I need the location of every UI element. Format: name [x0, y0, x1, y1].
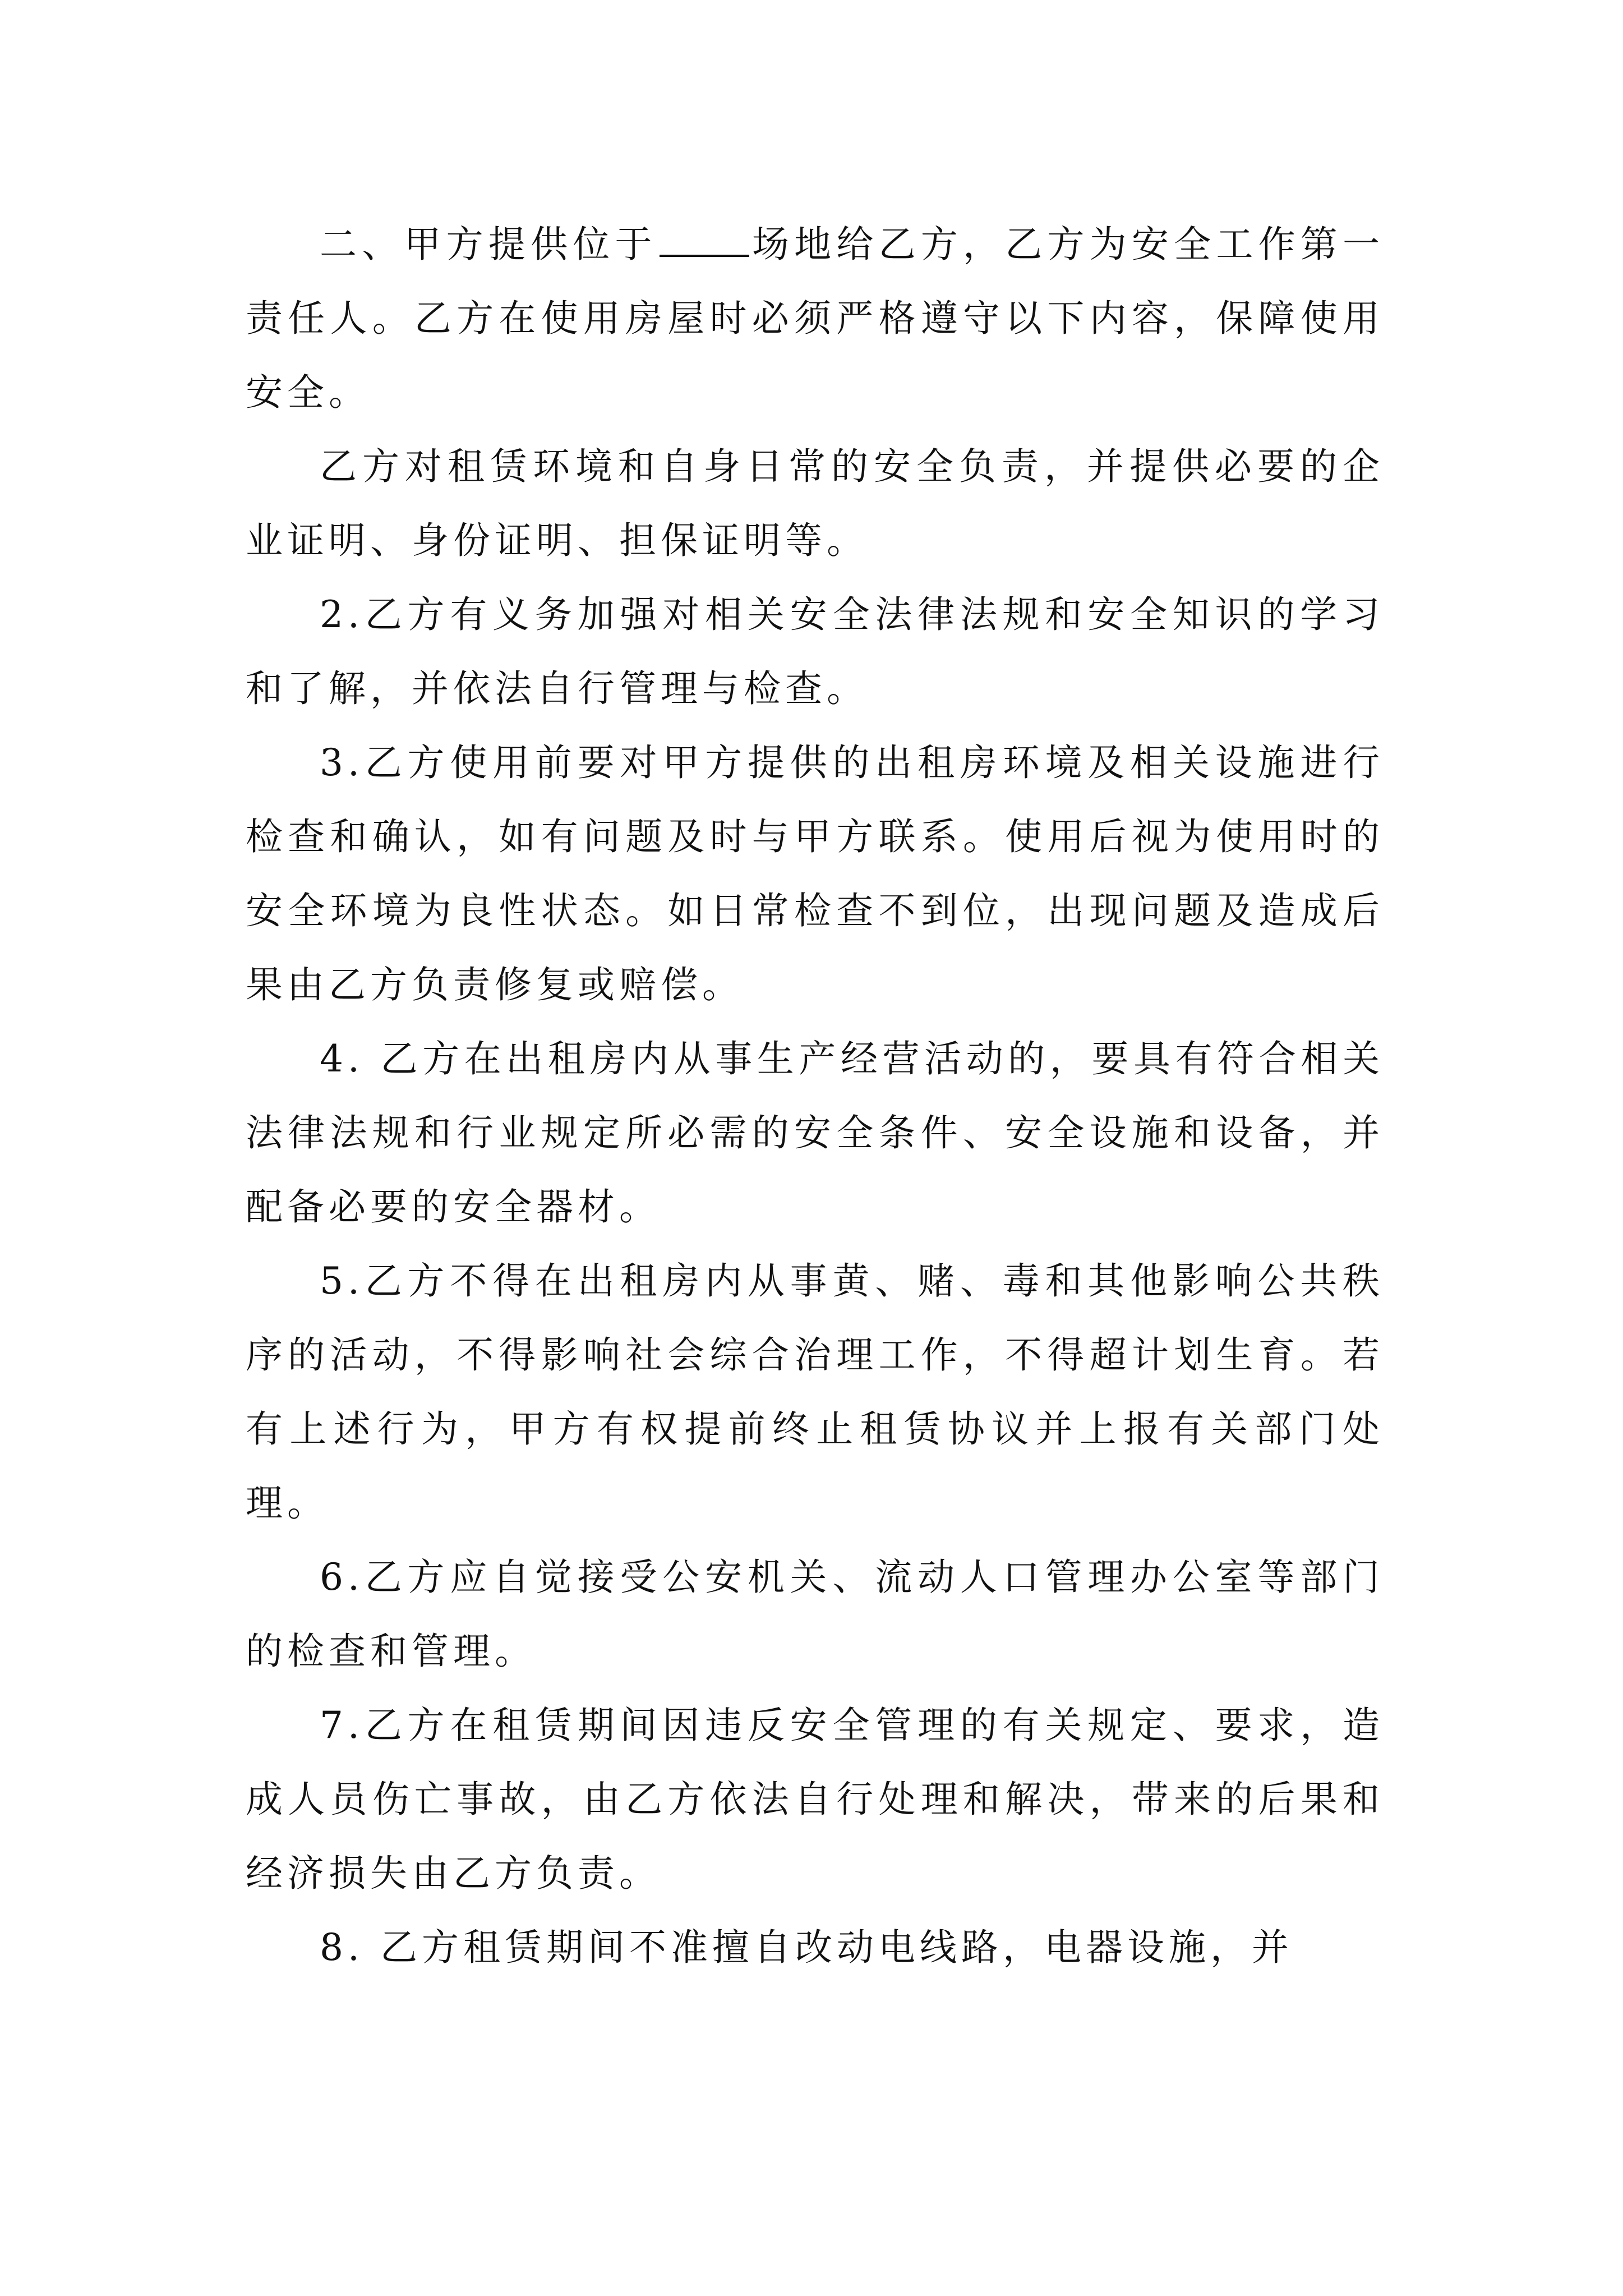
document-body: [246, 208, 1384, 1985]
paragraph-1-pre: 二、甲方提供位于: [320, 223, 657, 266]
paragraph-4: 3.乙方使用前要对甲方提供的出租房环境及相关设施进行检查和确认，如有问题及时与甲方联系。使用后视为使用时的安全环境为良性状态。如日常检查不到位，出现问题及造成后果由乙方负责修复或赔偿。: [246, 741, 1384, 1006]
paragraph-5: 4. 乙方在出租房内从事生产经营活动的，要具有符合相关法律法规和行业规定所必需的安全条件、安全设施和设备，并配备必要的安全器材。: [246, 1037, 1384, 1228]
paragraph-2: 乙方对租赁环境和自身日常的安全负责，并提供必要的企业证明、身份证明、担保证明等。: [246, 445, 1384, 562]
paragraph-1: [246, 208, 1384, 430]
paragraph-7: 6.乙方应自觉接受公安机关、流动人口管理办公室等部门的检查和管理。: [246, 1556, 1384, 1673]
blank-underline: [660, 222, 749, 257]
paragraph-1-post: 场地给乙方，乙方为安全工作第一责任人。乙方在使用房屋时必须严格遵守以下内容，保障使用安全。: [246, 223, 1385, 414]
paragraph-6: 5.乙方不得在出租房内从事黄、赌、毒和其他影响公共秩序的活动，不得影响社会综合治理工作，不得超计划生育。若有上述行为，甲方有权提前终止租赁协议并上报有关部门处理。: [246, 1259, 1384, 1525]
paragraph-8: 7.乙方在租赁期间因违反安全管理的有关规定、要求，造成人员伤亡事故，由乙方依法自行处理和解决，带来的后果和经济损失由乙方负责。: [246, 1704, 1384, 1895]
paragraph-9: 8. 乙方租赁期间不准擅自改动电线路，电器设施，并: [320, 1926, 1293, 1969]
paragraph-3: 2.乙方有义务加强对相关安全法律法规和安全知识的学习和了解，并依法自行管理与检查。: [246, 593, 1384, 710]
